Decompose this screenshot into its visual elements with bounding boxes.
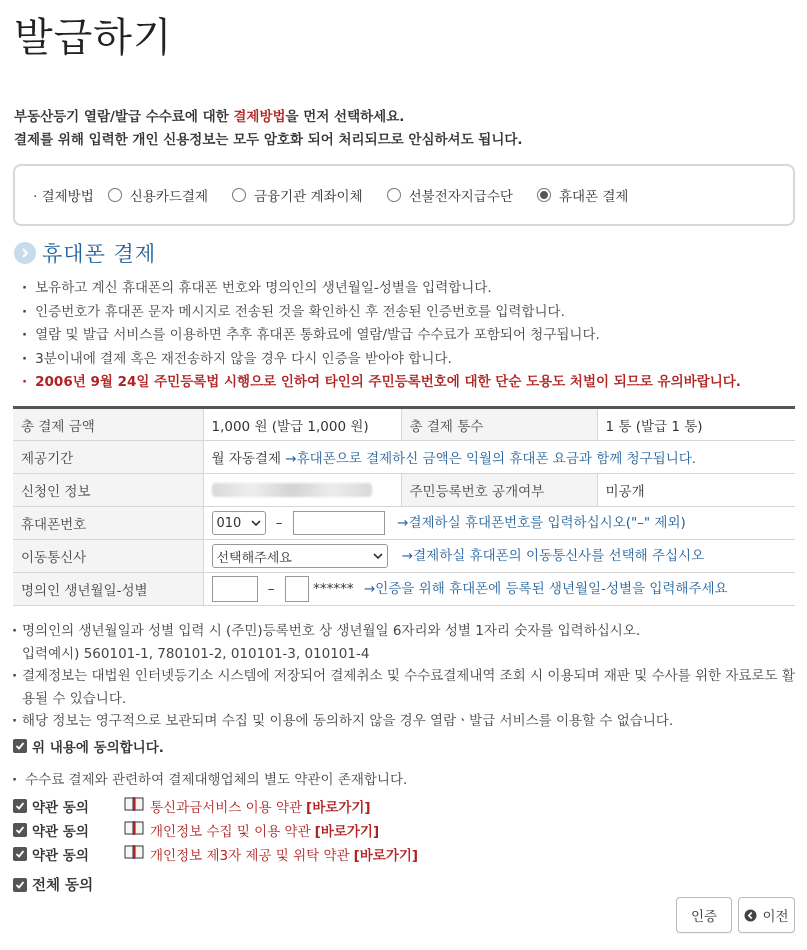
chevron-right-icon: [14, 242, 36, 264]
terms-label: 약관 동의: [32, 824, 89, 840]
carrier-select[interactable]: 선택해주세요: [212, 544, 388, 568]
phone-prefix-select[interactable]: 010: [212, 511, 266, 535]
terms-row: [13, 820, 379, 840]
id-public-label: 주민등록번호 공개여부: [401, 474, 597, 507]
intro-highlight: 결제방법: [233, 109, 286, 125]
carrier-cell: [203, 540, 795, 573]
radio-circle-checked[interactable]: [537, 188, 551, 202]
note-example: 입력예시) 560101-1, 780101-2, 010101-3, 010101-4: [22, 645, 370, 662]
radio-bank-transfer[interactable]: 금융기관 계좌이체: [232, 185, 363, 205]
terms-link-billing[interactable]: 통신과금서비스 이용 약관 [바로가기]: [150, 800, 371, 816]
birth-cell: [203, 573, 795, 606]
chevron-down-icon: [373, 549, 383, 564]
book-icon: [124, 820, 144, 840]
note-item: · 해당 정보는 영구적으로 보관되며 수집 및 이용에 동의하지 않을 경우 열람ㆍ발급 서비스를 이용할 수 없습니다.: [12, 710, 797, 733]
terms-link-privacy[interactable]: 개인정보 수집 및 이용 약관 [바로가기]: [150, 824, 380, 840]
dash: –: [275, 515, 283, 531]
book-icon: [124, 844, 144, 864]
agree-above-label: 위 내용에 동의합니다.: [32, 740, 164, 756]
phone-note: →결제하실 휴대폰번호를 입력하십시오("–" 제외): [397, 515, 686, 531]
total-amount-label: 총 결제 금액: [13, 408, 203, 441]
prev-button[interactable]: 이전: [738, 897, 795, 933]
note-item: · 결제정보는 대법원 인터넷등기소 시스템에 저장되어 결제취소 및 수수료결제내역 조회 시 이용되며 재판 및 수사를 위한 자료로도 활용될 수 있습니다.: [12, 665, 797, 710]
radio-circle[interactable]: [387, 188, 401, 202]
dash: –: [267, 581, 275, 597]
phone-cell: [203, 507, 795, 540]
payment-form-table: [13, 406, 795, 606]
applicant-label: 신청인 정보: [13, 474, 203, 507]
radio-credit-card[interactable]: 신용카드결제: [108, 185, 208, 205]
phone-number-input[interactable]: [293, 511, 385, 535]
blurred-applicant-info: [212, 483, 372, 497]
applicant-value: [203, 474, 401, 507]
info-list: [22, 277, 741, 395]
radio-circle[interactable]: [108, 188, 122, 202]
radio-mobile-payment[interactable]: 휴대폰 결제: [537, 185, 629, 205]
checkbox-checked-icon[interactable]: [13, 739, 27, 753]
terms-label: 약관 동의: [32, 848, 89, 864]
carrier-label: 이동통신사: [13, 540, 203, 573]
checkbox-checked-icon[interactable]: [13, 799, 27, 813]
period-value: 월 자동결제: [211, 451, 281, 467]
agree-all-checkbox[interactable]: [13, 874, 93, 895]
gender-digit-input[interactable]: [285, 576, 309, 602]
birth-mask: ******: [313, 581, 354, 597]
section-title: 휴대폰 결제: [14, 238, 156, 268]
total-count-label: 총 결제 통수: [401, 408, 597, 441]
notes-list: [12, 620, 797, 733]
birth-note: →인증을 위해 휴대폰에 등록된 생년월일-성별을 입력해주세요: [363, 581, 728, 597]
info-item: · 열람 및 발급 서비스를 이용하면 추후 휴대폰 통화료에 열람/발급 수수료가 포함되어 청구됩니다.: [22, 324, 741, 348]
payment-method-label: · 결제방법: [33, 189, 94, 205]
carrier-note: →결제하실 휴대폰의 이동통신사를 선택해 주십시오: [401, 548, 705, 564]
warning-item: · 2006년 9월 24일 주민등록법 시행으로 인하여 타인의 주민등록번호에 대한 단순 도용도 처벌이 되므로 유의바랍니다.: [22, 371, 741, 395]
info-item: · 보유하고 계신 휴대폰의 휴대폰 번호와 명의인의 생년월일-성별을 입력합니다.: [22, 277, 741, 301]
birth-date-input[interactable]: [212, 576, 258, 602]
page-title: 발급하기: [14, 15, 173, 61]
note-item: · 명의인의 생년월일과 성별 입력 시 (주민)등록번호 상 생년월일 6자리와 성별 1자리 숫자를 입력하십시오.: [12, 620, 797, 643]
info-item: · 인증번호가 휴대폰 문자 메시지로 전송된 것을 확인하신 후 전송된 인증번호를 입력합니다.: [22, 301, 741, 325]
book-icon: [124, 796, 144, 816]
chevron-down-icon: [251, 516, 261, 531]
birth-label: 명의인 생년월일-성별: [13, 573, 203, 606]
auth-button[interactable]: 인증: [676, 897, 732, 933]
intro-line1-post: 을 먼저 선택하세요.: [285, 109, 405, 125]
intro-line1-pre: 부동산등기 열람/발급 수수료에 대한: [14, 109, 234, 125]
agree-all-label: 전체 동의: [32, 878, 94, 894]
radio-circle[interactable]: [232, 188, 246, 202]
checkbox-checked-icon[interactable]: [13, 823, 27, 837]
fee-note: · 수수료 결제와 관련하여 결제대행업체의 별도 약관이 존재합니다.: [12, 768, 407, 788]
terms-label: 약관 동의: [32, 800, 89, 816]
total-count-value: 1 통 (발급 1 통): [597, 408, 795, 441]
period-note: →휴대폰으로 결제하신 금액은 익월의 휴대폰 요금과 함께 청구됩니다.: [285, 451, 697, 467]
terms-row: [13, 844, 418, 864]
period-cell: [203, 441, 795, 474]
terms-row: [13, 796, 371, 816]
intro-text: [14, 106, 523, 152]
phone-label: 휴대폰번호: [13, 507, 203, 540]
back-arrow-icon: [744, 909, 757, 922]
terms-link-third-party[interactable]: 개인정보 제3자 제공 및 위탁 약관 [바로가기]: [150, 848, 419, 864]
id-public-value: 미공개: [597, 474, 795, 507]
radio-prepaid[interactable]: 선불전자지급수단: [387, 185, 513, 205]
period-label: 제공기간: [13, 441, 203, 474]
agree-above-checkbox[interactable]: [13, 736, 164, 756]
info-item: · 3분이내에 결제 혹은 재전송하지 않을 경우 다시 인증을 받아야 합니다.: [22, 348, 741, 372]
checkbox-checked-icon[interactable]: [13, 847, 27, 861]
payment-method-box: [13, 164, 795, 226]
total-amount-value: 1,000 원 (발급 1,000 원): [203, 408, 401, 441]
intro-line2: 결제를 위해 입력한 개인 신용정보는 모두 암호화 되어 처리되므로 안심하셔도 됩니다.: [14, 132, 523, 148]
checkbox-checked-icon[interactable]: [13, 878, 27, 892]
